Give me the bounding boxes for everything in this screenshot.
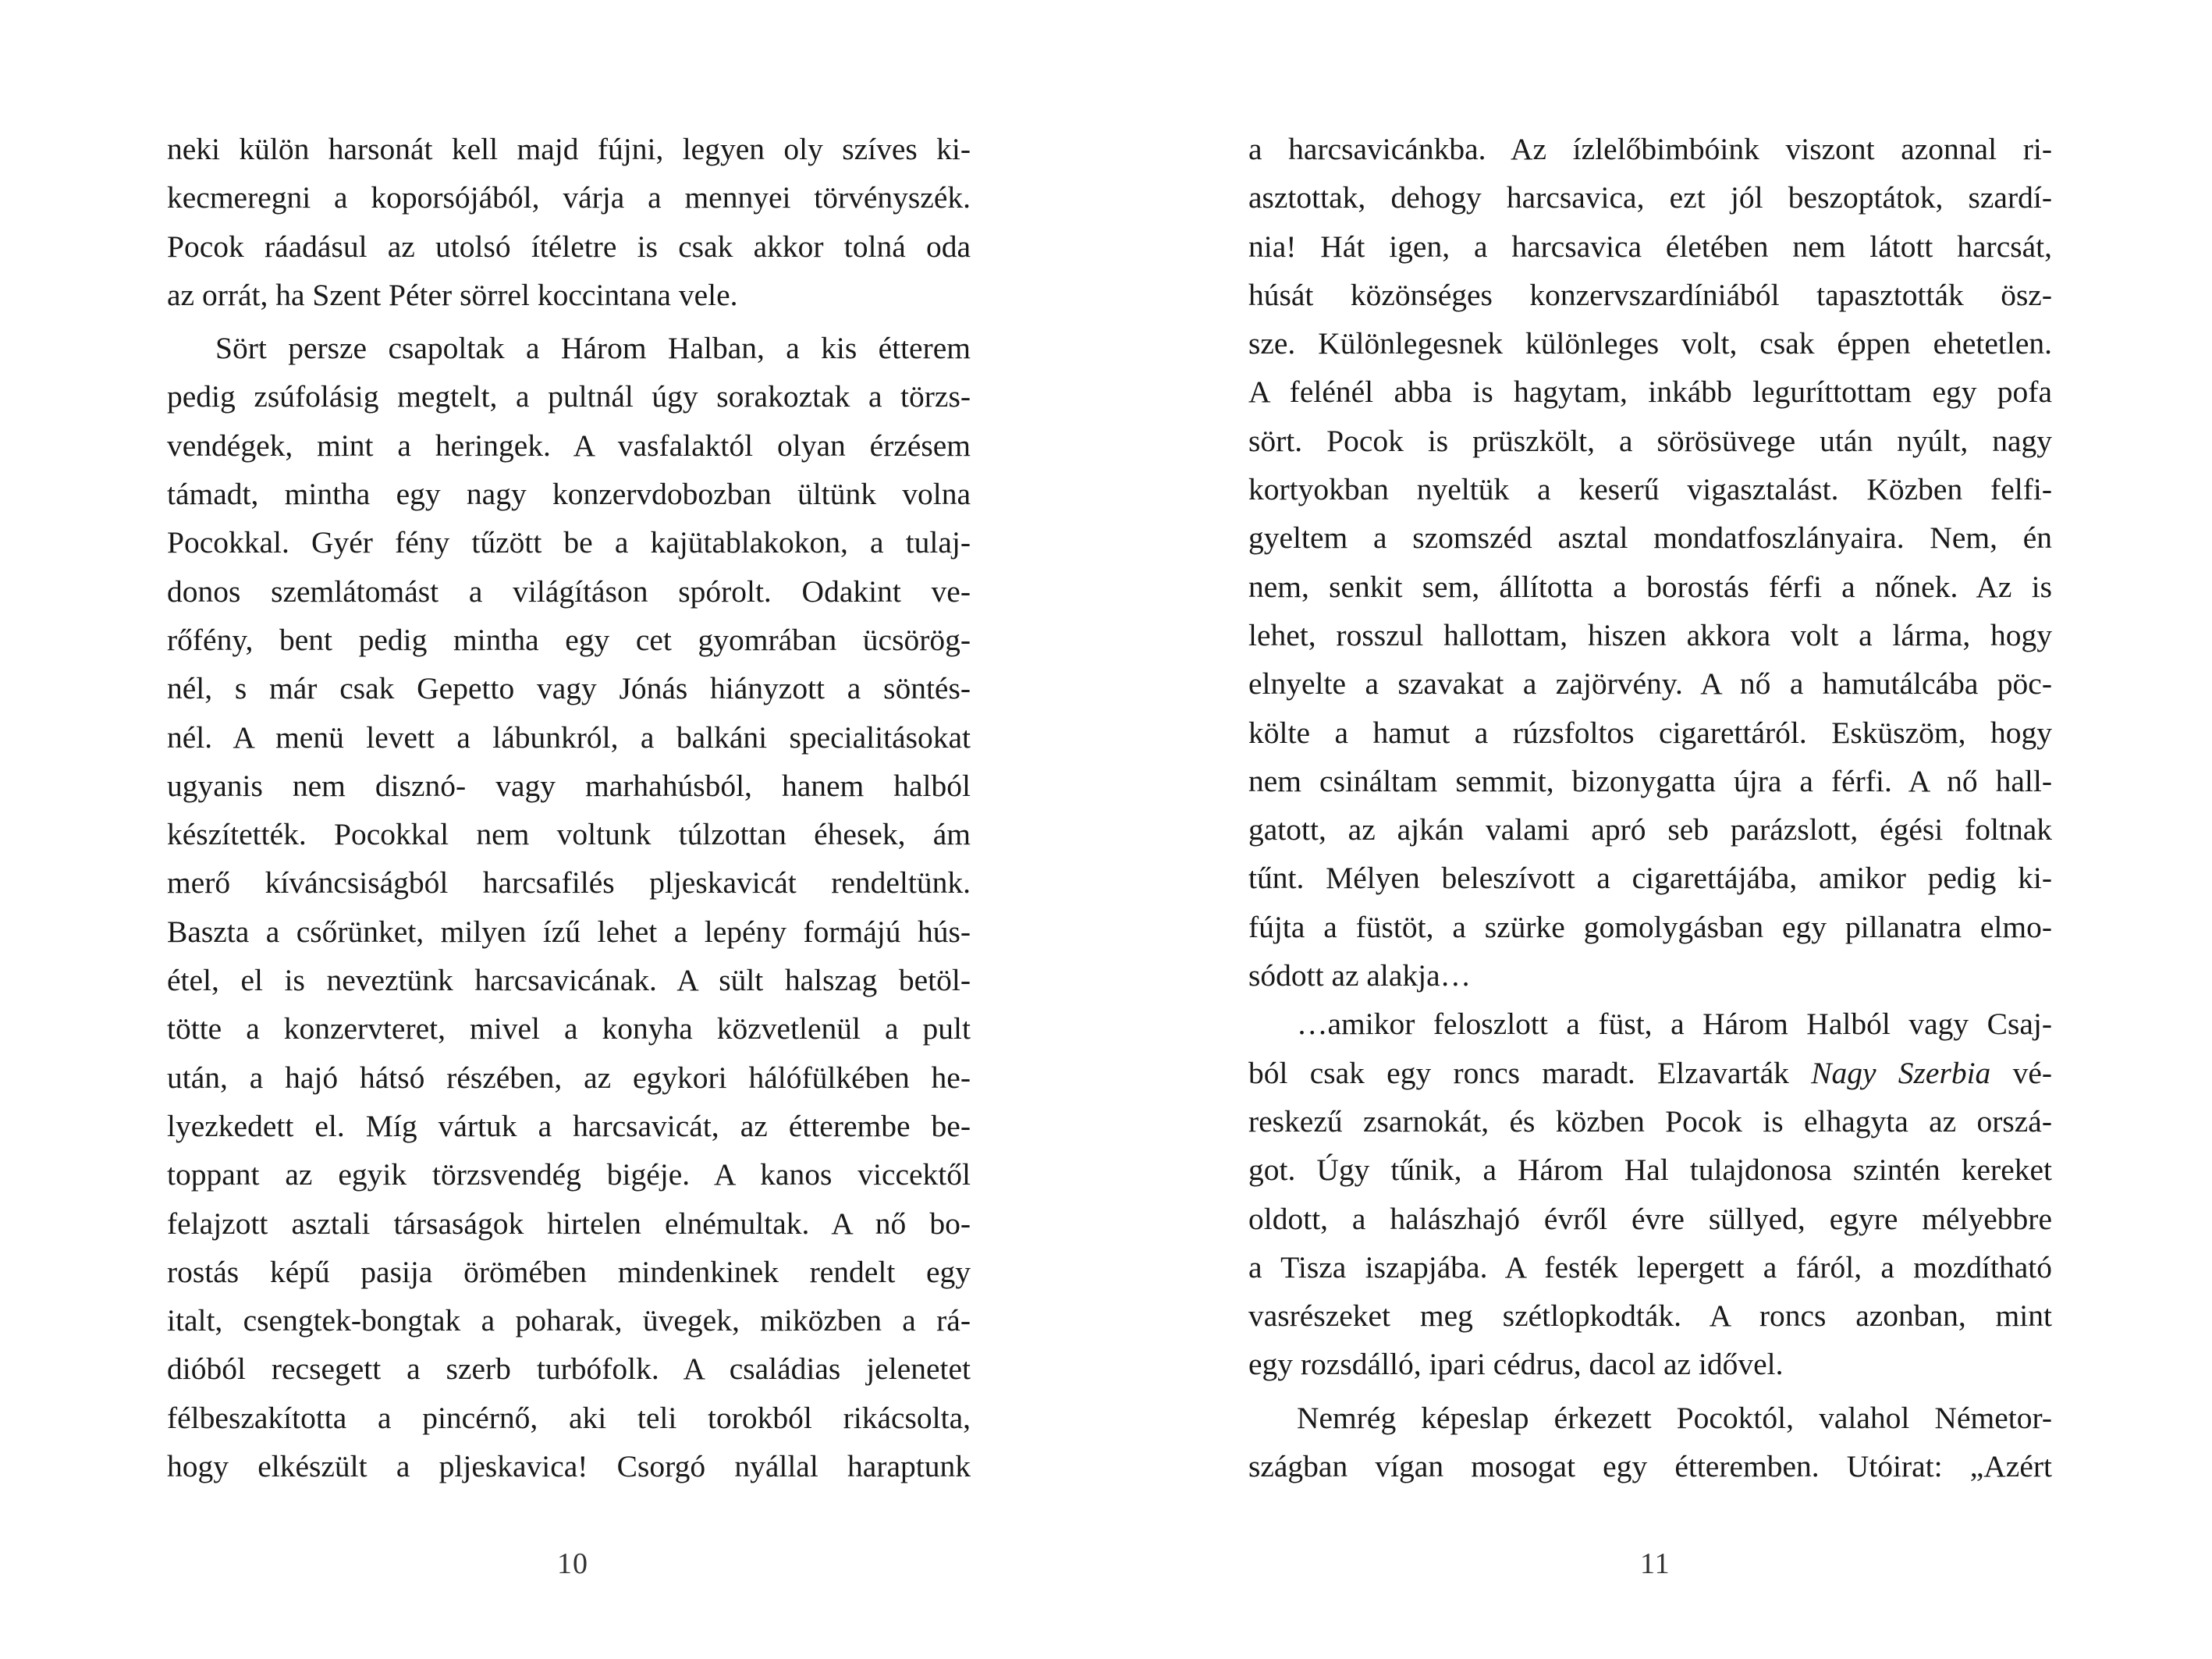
text-line: ugyanis nem disznó- vagy marhahúsból, hanem halból — [167, 768, 971, 803]
text-line: dióból recsegett a szerb turbófolk. A családias jelenetet — [167, 1352, 971, 1387]
text-line: gatott, az ajkán valami apró seb parázslott, égési foltnak — [1248, 812, 2052, 847]
text-line: felajzott asztali társaságok hirtelen elnémultak. A nő bo- — [167, 1206, 971, 1241]
right-page — [1106, 0, 2212, 1659]
text-line: Nemrég képeslap érkezett Pocoktól, valahol Németor- — [1297, 1400, 2052, 1435]
text-line: donos szemlátomást a világításon spórolt. Odakint ve- — [167, 574, 971, 609]
text-line: Pocokkal. Gyér fény tűzött be a kajütablakokon, a tulaj- — [167, 525, 971, 560]
text-line: a Tisza iszapjába. A festék lepergett a fáról, a mozdítható — [1248, 1249, 2052, 1284]
text-line: félbeszakította a pincérnő, aki teli torokból rikácsolta, — [167, 1400, 971, 1435]
text-line: készítették. Pocokkal nem voltunk túlzottan éhesek, ám — [167, 817, 971, 852]
text-line: sört. Pocok is prüszkölt, a sörösüvege után nyúlt, nagy — [1248, 423, 2052, 458]
text-line: nia! Hát igen, a harcsavica életében nem látott harcsát, — [1248, 229, 2052, 264]
text-line: lyezkedett el. Míg vártuk a harcsavicát, az étterembe be- — [167, 1108, 971, 1143]
text-line: tűnt. Mélyen beleszívott a cigarettájába, amikor pedig ki- — [1248, 861, 2052, 896]
text-line: fújta a füstöt, a szürke gomolygásban egy pillanatra elmo- — [1248, 909, 2052, 944]
text-line: sze. Különlegesnek különleges volt, csak éppen ehetetlen. — [1248, 326, 2052, 361]
text-line: Baszta a csőrünket, milyen ízű lehet a lepény formájú hús- — [167, 914, 971, 949]
text-line: pedig zsúfolásig megtelt, a pultnál úgy sorakoztak a törzs- — [167, 379, 971, 414]
text-line: oldott, a halászhajó évről évre süllyed, egyre mélyebbre — [1248, 1201, 2052, 1236]
text-line: elnyelte a szavakat a zajörvény. A nő a hamutálcába pöc- — [1248, 666, 2052, 702]
text-line: étel, el is neveztünk harcsavicának. A sült halszag betöl- — [167, 963, 971, 998]
text-line: toppant az egyik törzsvendég bigéje. A kanos viccektől — [167, 1157, 971, 1192]
text-line: merő kíváncsiságból harcsafilés pljeskavicát rendeltünk. — [167, 865, 971, 901]
text-line: vasrészeket meg szétlopkodták. A roncs azonban, mint — [1248, 1298, 2052, 1334]
text-line-with-italic — [1248, 1049, 2052, 1097]
paragraph — [167, 324, 971, 1490]
text-line: költe a hamut a rúzsfoltos cigarettáról. Esküszöm, hogy — [1248, 715, 2052, 750]
text-line: lehet, rosszul hallottam, hiszen akkora volt a lárma, hogy — [1248, 617, 2052, 652]
text-line: húsát közönséges konzervszardíniából tapasztották ösz- — [1248, 277, 2052, 312]
text-line: Sört persze csapoltak a Három Halban, a kis étterem — [215, 331, 971, 366]
text-segment: ból csak egy roncs maradt. Elzavarták — [1248, 1055, 1812, 1090]
text-line: támadt, mintha egy nagy konzervdobozban ültünk volna — [167, 477, 971, 512]
text-line: szágban vígan mosogat egy étteremben. Utóirat: „Azért — [1248, 1449, 2052, 1484]
text-line: nél, s már csak Gepetto vagy Jónás hiányzott a söntés- — [167, 671, 971, 706]
text-line: kortyokban nyeltük a keserű vigasztalást. Közben felfi- — [1248, 472, 2052, 507]
text-line: reskezű zsarnokát, és közben Pocok is elhagyta az orszá- — [1248, 1103, 2052, 1139]
right-page-text — [1248, 125, 2052, 1490]
text-line: nem csináltam semmit, bizonygatta újra a férfi. A nő hall- — [1248, 763, 2052, 798]
text-line: kecmeregni a koporsójából, várja a mennyei törvényszék. — [167, 180, 971, 215]
page-number: 11 — [1640, 1547, 1671, 1580]
text-line: tötte a konzervteret, mivel a konyha közvetlenül a pult — [167, 1011, 971, 1046]
text-line: után, a hajó hátsó részében, az egykori hálófülkében he- — [167, 1060, 971, 1095]
text-line: …amikor feloszlott a füst, a Három Halból vagy Csaj- — [1297, 1007, 2052, 1042]
text-line: got. Úgy tűnik, a Három Hal tulajdonosa szintén kereket — [1248, 1153, 2052, 1188]
paragraph — [1248, 125, 2052, 1000]
text-line: A felénél abba is hagytam, inkább leguríttottam egy pofa — [1248, 375, 2052, 410]
text-line: gyeltem a szomszéd asztal mondatfoszlányaira. Nem, én — [1248, 520, 2052, 556]
paragraph — [1248, 1000, 2052, 1388]
paragraph — [1248, 1394, 2052, 1491]
paragraph — [167, 125, 971, 319]
text-segment: vé- — [1990, 1055, 2053, 1090]
text-line: nél. A menü levett a lábunkról, a balkáni specialitásokat — [167, 719, 971, 755]
text-line: sódott az alakja… — [1248, 958, 1472, 993]
italic-title: Nagy Szerbia — [1811, 1055, 1991, 1090]
text-line: egy rozsdálló, ipari cédrus, dacol az idővel. — [1248, 1347, 1784, 1382]
text-line: neki külön harsonát kell majd fújni, legyen oly szíves ki- — [167, 132, 971, 166]
text-line: vendégek, mint a heringek. A vasfalaktól olyan érzésem — [167, 428, 971, 463]
text-line: rőfény, bent pedig mintha egy cet gyomrában ücsörög- — [167, 622, 971, 657]
left-page-text — [167, 125, 971, 1490]
text-line: Pocok ráadásul az utolsó ítéletre is csak akkor tolná oda — [167, 229, 971, 264]
text-line: asztottak, dehogy harcsavica, ezt jól beszoptátok, szardí- — [1248, 180, 2052, 215]
text-line: a harcsavicánkba. Az ízlelőbimbóink viszont azonnal ri- — [1248, 132, 2052, 166]
page-number: 10 — [557, 1547, 588, 1580]
text-line: az orrát, ha Szent Péter sörrel koccintana vele. — [167, 277, 738, 312]
text-line: rostás képű pasija örömében mindenkinek rendelt egy — [167, 1254, 971, 1289]
text-line: hogy elkészült a pljeskavica! Csorgó nyállal haraptunk — [167, 1449, 971, 1484]
text-line: nem, senkit sem, állította a borostás férfi a nőnek. Az is — [1248, 569, 2052, 604]
text-line: italt, csengtek-bongtak a poharak, üvegek, miközben a rá- — [167, 1303, 971, 1338]
